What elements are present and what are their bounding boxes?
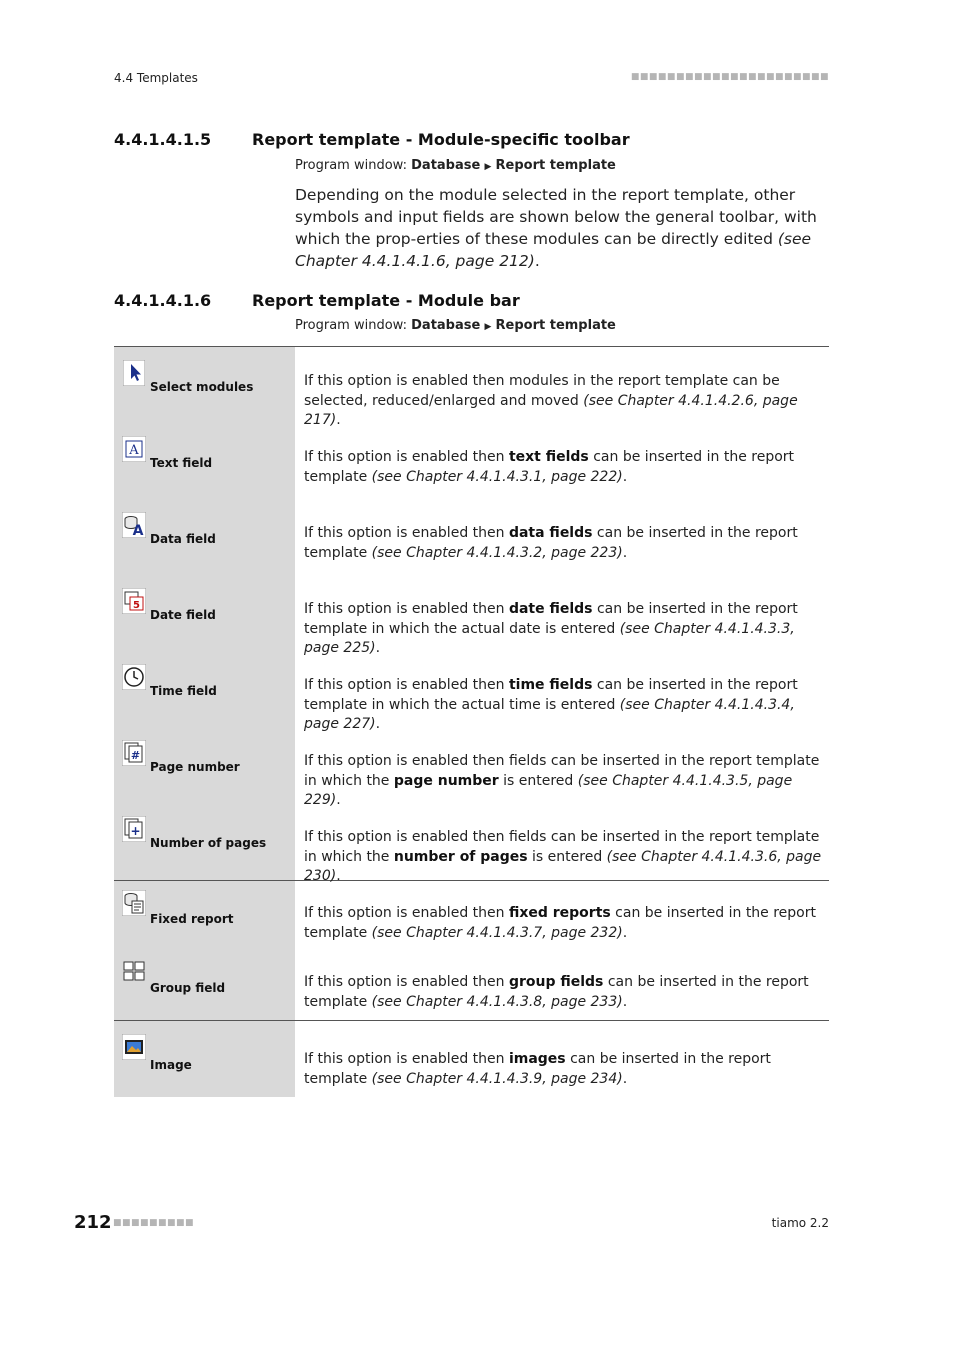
page-number: 212: [74, 1212, 112, 1233]
arrow-right-icon: ▶: [484, 162, 492, 172]
module-label: Image: [150, 1058, 192, 1072]
module-row-date-field: [114, 588, 829, 656]
module-description: If this option is enabled then text fields can be inserted in the report template (see Chapter 4.4.1.4.3.1, page 222).: [304, 449, 795, 485]
module-row-fixed-report: [114, 892, 829, 952]
module-row-time-field: [114, 664, 829, 732]
module-description: If this option is enabled then fixed reports can be inserted in the report template (see Chapter 4.4.1.4.3.7, page 232).: [304, 905, 816, 941]
product-name: tiamo 2.2: [771, 1216, 829, 1230]
module-row-data-field: [114, 512, 829, 572]
section-title-2: Report template - Module bar: [252, 291, 520, 310]
image-icon: [122, 1034, 146, 1060]
arrow-right-icon: ▶: [484, 322, 492, 332]
module-description: If this option is enabled then modules in the report template can be selected, reduced/enlarged and moved (see Chapter 4.4.1.4.2.6, page 217).: [304, 373, 798, 428]
module-description: If this option is enabled then fields can be inserted in the report template in which the page number is entered (see Chapter 4.4.1.4.3.5, page 229).: [304, 753, 820, 808]
section-number-1: 4.4.1.4.1.5: [114, 130, 212, 149]
body-text: Depending on the module selected in the report template, other symbols and input fields are shown below the general toolbar, with which the prop-erties of these modules can be directly edited: [295, 186, 817, 248]
svg-text:A: A: [132, 523, 144, 538]
program-window-path: Database: [411, 318, 481, 333]
module-description: If this option is enabled then data fields can be inserted in the report template (see Chapter 4.4.1.4.3.2, page 223).: [304, 525, 798, 561]
program-window-line-1: [295, 158, 616, 173]
table-rule-top: [114, 346, 829, 347]
svg-text:+: +: [130, 824, 141, 838]
program-window-line-2: [295, 318, 616, 333]
svg-text:5: 5: [133, 600, 140, 611]
module-description: If this option is enabled then images can be inserted in the report template (see Chapter 4.4.1.4.3.9, page 234).: [304, 1051, 771, 1087]
text-field-icon: [122, 436, 146, 462]
program-window-path: Database: [411, 158, 481, 173]
module-description: If this option is enabled then time fields can be inserted in the report template in which the actual time is entered (see Chapter 4.4.1.4.3.4, page 227).: [304, 677, 798, 732]
module-row-select: [114, 360, 829, 428]
module-label: Group field: [150, 981, 226, 995]
section-body-1: Depending on the module selected in the report template, other symbols and input fields are shown below the general toolbar, with which the prop-erties of these modules can be directly edited (see Chapter 4.4.1.4.1.6, page 212).: [295, 186, 817, 270]
module-description: If this option is enabled then group fields can be inserted in the report template (see Chapter 4.4.1.4.3.8, page 233).: [304, 974, 809, 1010]
module-row-text-field: [114, 436, 829, 496]
module-label: Select modules: [150, 380, 254, 394]
data-field-icon: [122, 512, 146, 538]
module-label: Fixed report: [150, 912, 234, 926]
module-label: Data field: [150, 532, 216, 546]
page-number-icon: [122, 740, 146, 766]
module-row-image: [114, 1038, 829, 1098]
cross-reference: (see Chapter 4.4.1.4.1.6, page 212): [295, 230, 812, 270]
module-label: Date field: [150, 608, 216, 622]
calendar-icon: [122, 588, 146, 614]
module-label: Text field: [150, 456, 213, 470]
module-label: Number of pages: [150, 836, 267, 850]
module-description: If this option is enabled then date fields can be inserted in the report template in which the actual date is entered (see Chapter 4.4.1.4.3.3, page 225).: [304, 601, 798, 656]
footer-dots: ■■■■■■■■■: [113, 1218, 195, 1228]
clock-icon: [122, 664, 146, 690]
group-field-icon: [122, 959, 146, 985]
arrow-cursor-icon: [122, 360, 146, 386]
module-label: Time field: [150, 684, 217, 698]
section-title-1: Report template - Module-specific toolbar: [252, 130, 630, 149]
module-row-page-number: [114, 740, 829, 808]
module-row-group-field: [114, 961, 829, 1021]
program-window-path: Report template: [495, 318, 616, 333]
number-of-pages-icon: [122, 816, 146, 842]
svg-text:A: A: [129, 443, 139, 458]
module-row-number-of-pages: [114, 816, 829, 884]
module-description: If this option is enabled then fields can be inserted in the report template in which the number of pages is entered (see Chapter 4.4.1.4.3.6, page 230).: [304, 829, 822, 884]
program-window-label: Program window:: [295, 158, 407, 173]
program-window-label: Program window:: [295, 318, 407, 333]
module-label: Page number: [150, 760, 240, 774]
svg-text:#: #: [130, 749, 141, 762]
header-dots: ■■■■■■■■■■■■■■■■■■■■■■: [630, 72, 829, 82]
fixed-report-icon: [122, 890, 146, 916]
section-number-2: 4.4.1.4.1.6: [114, 291, 212, 310]
program-window-path: Report template: [495, 158, 616, 173]
running-header: 4.4 Templates: [114, 71, 198, 85]
